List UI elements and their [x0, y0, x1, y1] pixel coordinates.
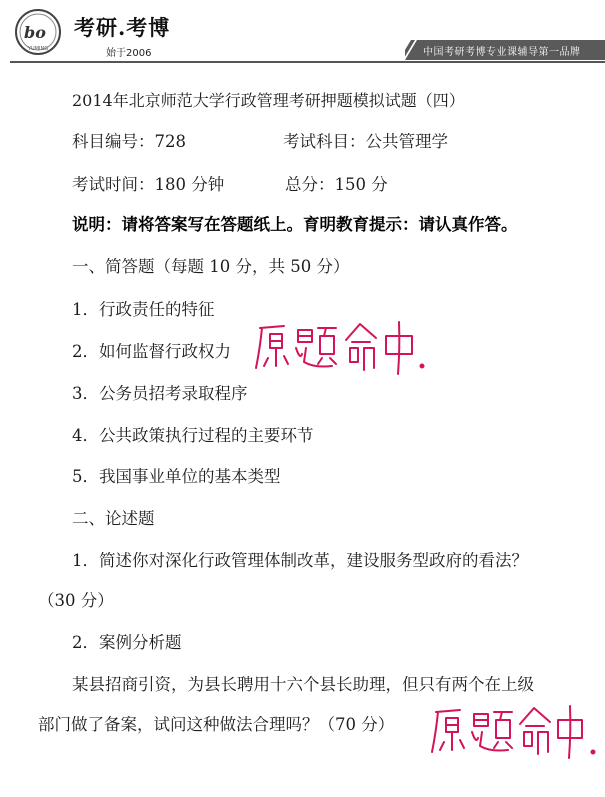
- brand-name: 考研.考博: [74, 15, 171, 40]
- essay-question-1: 1．简述你对深化行政管理体制改革，建设服务型政府的看法？: [72, 551, 528, 570]
- subject-code: 科目编号：728: [72, 132, 186, 151]
- instructions-note: 说明：请将答案写在答题纸上。育明教育提示：请认真作答。: [72, 215, 518, 234]
- case-text-line-1: 某县招商引资，为县长聘用十六个县长助理，但只有两个在上级: [72, 675, 534, 694]
- essay-question-1-score: （30 分）: [38, 591, 114, 610]
- subject-name: 考试科目：公共管理学: [283, 132, 448, 151]
- essay-question-2: 2．案例分析题: [72, 633, 182, 652]
- handwritten-stamp-1: [252, 318, 432, 378]
- section-essay: 二、论述题: [72, 509, 155, 528]
- brand-since: 始于2006: [106, 48, 152, 59]
- section-short-answer: 一、简答题（每题 10 分，共 50 分）: [72, 257, 350, 276]
- question-1: 1．行政责任的特征: [72, 300, 215, 319]
- slogan-banner: [405, 40, 605, 60]
- svg-text:YUMING: YUMING: [28, 46, 49, 52]
- svg-text:bo: bo: [24, 23, 46, 42]
- question-2: 2．如何监督行政权力: [72, 342, 231, 361]
- header-divider: [10, 61, 605, 63]
- brand-header: [14, 6, 214, 62]
- logo-emblem-icon: [14, 8, 62, 56]
- case-text-line-2: 部门做了备案，试问这种做法合理吗？（70 分）: [38, 715, 395, 734]
- question-4: 4．公共政策执行过程的主要环节: [72, 426, 314, 445]
- handwritten-stamp-2: [428, 702, 603, 762]
- question-3: 3．公务员招考录取程序: [72, 384, 248, 403]
- question-5: 5．我国事业单位的基本类型: [72, 467, 281, 486]
- exam-title: 2014年北京师范大学行政管理考研押题模拟试题（四）: [72, 91, 465, 110]
- exam-time: 考试时间：180 分钟: [72, 175, 225, 194]
- total-score: 总分：150 分: [285, 175, 388, 194]
- slogan-text: 中国考研考博专业课辅导第一品牌: [423, 47, 581, 58]
